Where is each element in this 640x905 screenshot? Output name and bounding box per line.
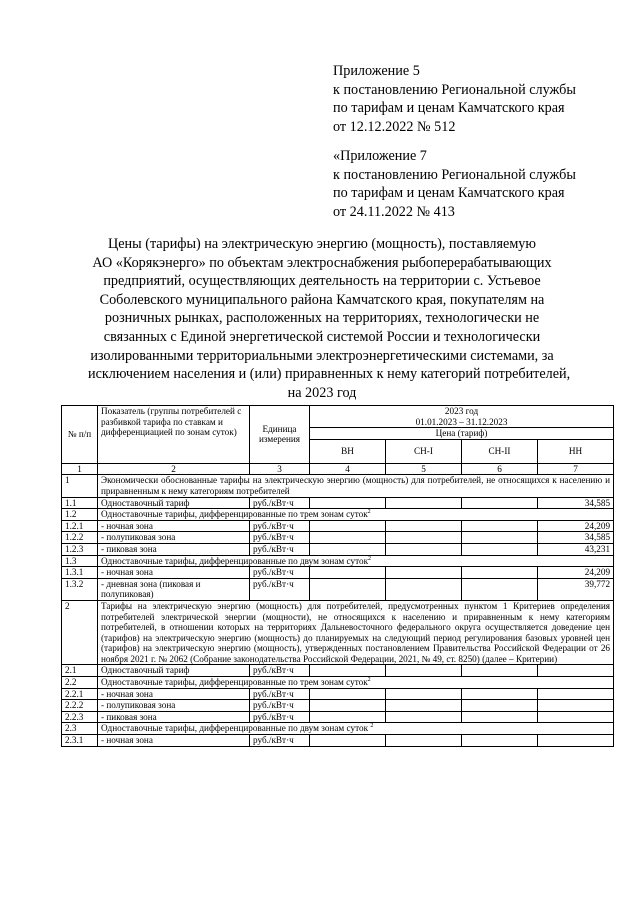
tariff-table (61, 405, 614, 747)
cell-vn (310, 567, 386, 579)
cell-sn1 (386, 497, 462, 509)
table-row (62, 555, 614, 567)
cell-vn (310, 497, 386, 509)
row-number: 1.3.1 (62, 567, 98, 579)
cell-vn (310, 735, 386, 747)
row-number: 2 (62, 600, 98, 665)
cell-sn2 (462, 735, 538, 747)
row-section-text (98, 677, 614, 689)
row-unit: руб./кВт·ч (250, 665, 310, 677)
title-line: АО «Корякэнерго» по объектам электроснабжения рыбоперерабатывающих (92, 254, 552, 271)
cell-sn1 (386, 700, 462, 712)
appendix-7-block (333, 147, 623, 221)
cell-sn2 (462, 700, 538, 712)
appendix-7-line: «Приложение 7 (333, 148, 427, 164)
cell-sn2 (462, 520, 538, 532)
tariff-table-body (62, 475, 614, 746)
header-price: Цена (тариф) (310, 428, 614, 440)
title-line: на 2023 год (287, 384, 357, 401)
row-number: 1.1 (62, 497, 98, 509)
row-indicator: Одноставочный тариф (98, 497, 250, 509)
cell-sn1 (386, 688, 462, 700)
header-unit: Единица измерения (250, 406, 310, 464)
cell-nn (538, 665, 614, 677)
cell-sn1 (386, 532, 462, 544)
row-number: 1 (62, 475, 98, 497)
header-indicator: Показатель (группы потребителей с разбивкой тарифа по ставкам и дифференциацией по зонам суток) (98, 406, 250, 464)
table-row (62, 543, 614, 555)
cell-vn (310, 700, 386, 712)
cell-sn1 (386, 665, 462, 677)
cell-sn2 (462, 578, 538, 600)
title-line: связанных с Единой энергетической системой России и технологически (103, 328, 541, 345)
column-number-row (62, 463, 614, 475)
cell-nn: 34,585 (538, 532, 614, 544)
cell-sn2 (462, 711, 538, 723)
row-section-text (98, 555, 614, 567)
row-number: 1.3 (62, 555, 98, 567)
row-number: 2.2.3 (62, 711, 98, 723)
row-indicator: Одноставочный тариф (98, 665, 250, 677)
row-section-text (98, 509, 614, 521)
table-row (62, 497, 614, 509)
row-unit: руб./кВт·ч (250, 543, 310, 555)
cell-sn1 (386, 567, 462, 579)
footnote-mark: 2 (367, 677, 371, 683)
row-section-text (98, 475, 614, 497)
row-number: 2.2.2 (62, 700, 98, 712)
cell-nn (538, 735, 614, 747)
cell-vn (310, 711, 386, 723)
cell-vn (310, 688, 386, 700)
row-indicator: - ночная зона (98, 735, 250, 747)
row-unit: руб./кВт·ч (250, 735, 310, 747)
cell-vn (310, 543, 386, 555)
row-indicator: - ночная зона (98, 567, 250, 579)
row-unit: руб./кВт·ч (250, 711, 310, 723)
header-sn2: СН-II (462, 439, 538, 463)
row-number: 1.2.2 (62, 532, 98, 544)
header-year: 2023 год (310, 406, 614, 417)
cell-sn2 (462, 688, 538, 700)
row-text: Одноставочные тарифы, дифференцированные по трем зонам суток (101, 677, 368, 688)
title-line: Цены (тарифы) на электрическую энергию (мощность), поставляемую (108, 236, 536, 252)
row-number: 2.2.1 (62, 688, 98, 700)
row-text: Одноставочные тарифы, дифференцированные по двум зонам суток (101, 555, 369, 566)
column-number: 3 (250, 463, 310, 475)
row-unit: руб./кВт·ч (250, 520, 310, 532)
appendix-5-line: Приложение 5 (333, 63, 420, 79)
title-line: предприятий, осуществляющих деятельность на территории с. Устьевое (103, 273, 541, 290)
cell-sn1 (386, 543, 462, 555)
row-number: 2.2 (62, 677, 98, 689)
column-number: 1 (62, 463, 98, 475)
cell-vn (310, 532, 386, 544)
row-number: 1.2.1 (62, 520, 98, 532)
table-row (62, 475, 614, 497)
header-period: 01.01.2023 – 31.12.2023 (310, 417, 614, 428)
row-indicator: - полупиковая зона (98, 700, 250, 712)
table-row (62, 700, 614, 712)
row-section-text (98, 600, 614, 665)
document-title (88, 235, 571, 402)
cell-nn (538, 711, 614, 723)
table-row (62, 532, 614, 544)
row-number: 2.3 (62, 723, 98, 735)
table-row (62, 520, 614, 532)
row-number: 1.2 (62, 509, 98, 521)
table-row (62, 509, 614, 521)
cell-sn2 (462, 665, 538, 677)
appendix-5-line: от 12.12.2022 № 512 (333, 118, 456, 135)
appendix-5-line: к постановлению Региональной службы (333, 81, 576, 98)
title-line: Соболевского муниципального района Камчатского края, покупателям на (99, 291, 545, 308)
row-indicator: - полупиковая зона (98, 532, 250, 544)
appendix-5-block (333, 62, 623, 136)
cell-sn1 (386, 735, 462, 747)
table-row (62, 600, 614, 665)
cell-vn (310, 520, 386, 532)
cell-nn: 43,231 (538, 543, 614, 555)
header-nn: НН (538, 439, 614, 463)
row-indicator: - дневная зона (пиковая и полупиковая) (98, 578, 250, 600)
row-number: 2.1 (62, 665, 98, 677)
cell-sn1 (386, 711, 462, 723)
row-indicator: - пиковая зона (98, 711, 250, 723)
header-num: № п/п (62, 406, 98, 464)
cell-sn1 (386, 520, 462, 532)
cell-nn: 34,585 (538, 497, 614, 509)
column-number: 5 (386, 463, 462, 475)
row-indicator: - ночная зона (98, 688, 250, 700)
footnote-mark: 2 (370, 723, 374, 730)
table-row (62, 711, 614, 723)
row-unit: руб./кВт·ч (250, 497, 310, 509)
cell-nn (538, 700, 614, 712)
row-indicator: - пиковая зона (98, 543, 250, 555)
row-unit: руб./кВт·ч (250, 578, 310, 600)
cell-nn: 24,209 (538, 567, 614, 579)
title-line: розничных рынках, расположенных на территориях, технологически не (104, 310, 540, 327)
cell-nn: 39,772 (538, 578, 614, 600)
appendix-7-line: по тарифам и ценам Камчатского края (333, 185, 565, 202)
row-unit: руб./кВт·ч (250, 567, 310, 579)
cell-sn2 (462, 567, 538, 579)
cell-nn (538, 688, 614, 700)
title-line: изолированными территориальными электроэнергетическими системами, за (90, 347, 554, 364)
table-row (62, 665, 614, 677)
row-text: Экономически обоснованные тарифы на электрическую энергию (мощность) для потребителей, не относящихся к населению и приравненным к нему категориям потребителей (101, 475, 611, 496)
row-text: Одноставочные тарифы, дифференцированные по двум зонам суток (101, 723, 371, 734)
row-number: 1.2.3 (62, 543, 98, 555)
table-row (62, 735, 614, 747)
footnote-mark: 2 (367, 509, 371, 516)
table-row (62, 578, 614, 600)
row-text: Тарифы на электрическую энергию (мощность) для потребителей, предусмотренных пунктом 1 Критериев определения потребителей электрической энергии (мощности), не относящихся к населению и приравненным к нему категориям потребителей, в отношении которых на территориях Дальневосточного федерального округа осуществляется доведение цен (тарифов) на электрическую энергию (мощность) до планируемых на следующий период регулирования базовых уровней цен (тарифов) на электрическую энергию (мощность), утвержденных постановлением Правительства Российской Федерации от 26 ноября 2021 г. № 2062 (Собрание законодательства Российской Федерации, 2021, № 49, ст. 8250) (далее – Критерии) (101, 600, 611, 664)
appendix-7-line: к постановлению Региональной службы (333, 166, 576, 183)
footnote-mark: 2 (368, 555, 372, 562)
cell-sn2 (462, 543, 538, 555)
column-number: 7 (538, 463, 614, 475)
column-number: 6 (462, 463, 538, 475)
table-row (62, 677, 614, 689)
appendix-7-line: от 24.11.2022 № 413 (333, 203, 455, 220)
header-vn: ВН (310, 439, 386, 463)
table-row (62, 688, 614, 700)
appendix-5-line: по тарифам и ценам Камчатского края (333, 100, 565, 117)
cell-vn (310, 665, 386, 677)
row-text: Одноставочные тарифы, дифференцированные по трем зонам суток (101, 509, 368, 520)
cell-sn1 (386, 578, 462, 600)
row-number: 2.3.1 (62, 735, 98, 747)
header-sn1: СН-I (386, 439, 462, 463)
cell-sn2 (462, 532, 538, 544)
cell-sn2 (462, 497, 538, 509)
column-number: 4 (310, 463, 386, 475)
row-indicator: - ночная зона (98, 520, 250, 532)
row-unit: руб./кВт·ч (250, 532, 310, 544)
row-unit: руб./кВт·ч (250, 688, 310, 700)
cell-nn: 24,209 (538, 520, 614, 532)
column-number: 2 (98, 463, 250, 475)
row-number: 1.3.2 (62, 578, 98, 600)
cell-vn (310, 578, 386, 600)
table-row (62, 723, 614, 735)
row-unit: руб./кВт·ч (250, 700, 310, 712)
title-line: исключением населения и (или) приравненных к нему категорий потребителей, (88, 366, 571, 383)
row-section-text (98, 723, 614, 735)
table-row (62, 567, 614, 579)
